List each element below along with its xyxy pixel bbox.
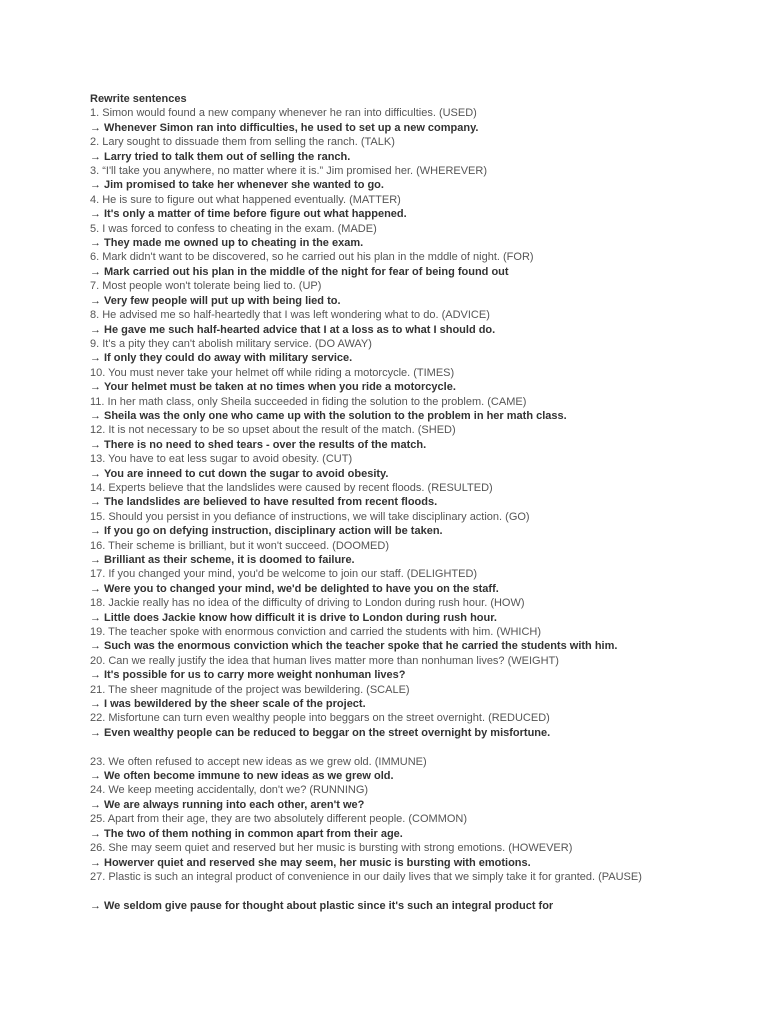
arrow-icon: → [90,179,101,192]
arrow-icon: → [90,467,101,480]
answer-sentence: I was bewildered by the sheer scale of the project. [104,698,366,711]
answer-sentence: You are inneed to cut down the sugar to avoid obesity. [104,467,389,480]
answer-sentence: Were you to changed your mind, we'd be delighted to have you on the staff. [104,582,499,595]
arrow-icon: → [90,496,101,509]
question-text: 15. Should you persist in you defiance of instructions, we will take disciplinary action. (GO) [90,510,530,523]
arrow-icon: → [90,726,101,739]
list-item [90,164,750,193]
list-item [90,654,750,683]
arrow-icon: → [90,582,101,595]
question-text: 17. If you changed your mind, you'd be welcome to join our staff. (DELIGHTED) [90,568,478,581]
answer-text [90,178,750,192]
arrow-icon: → [90,208,101,221]
answer-text [90,236,750,250]
list-item [90,755,750,784]
answer-sentence: Your helmet must be taken at no times when you ride a motorcycle. [104,381,456,394]
arrow-icon: → [90,409,101,422]
list-item [90,683,750,712]
list-item [90,870,750,913]
answer-sentence: Whenever Simon ran into difficulties, he used to set up a new company. [104,121,479,134]
answer-sentence: Very few people will put up with being lied to. [104,294,341,307]
list-item [90,783,750,812]
page-title: Rewrite sentences [90,93,187,105]
arrow-icon: → [90,294,101,307]
question-text: 8. He advised me so half-heartedly that I was left wondering what to do. (ADVICE) [90,309,490,322]
list-item [90,841,750,870]
question-text: 9. It's a pity they can't abolish military service. (DO AWAY) [90,337,372,350]
question-text: 27. Plastic is such an integral product of convenience in our daily lives that we simply take it for granted. (PAUSE) [90,870,642,883]
answer-text [90,769,750,783]
arrow-icon: → [90,899,101,912]
question-text: 2. Lary sought to dissuade them from selling the ranch. (TALK) [90,136,395,149]
arrow-icon: → [90,121,101,134]
list-item [90,193,750,222]
arrow-icon: → [90,640,101,653]
answer-sentence: They made me owned up to cheating in the exam. [104,237,364,250]
question-text: 10. You must never take your helmet off while riding a motorcycle. (TIMES) [90,366,455,379]
answer-text [90,611,750,625]
document-page [90,92,750,913]
answer-sentence: The landslides are believed to have resulted from recent floods. [104,496,438,509]
answer-sentence: He gave me such half-hearted advice that I at a loss as to what I should do. [104,323,496,336]
answer-text [90,409,750,423]
question-text: 6. Mark didn't want to be discovered, so he carried out his plan in the mddle of night. (FOR) [90,251,534,264]
arrow-icon: → [90,554,101,566]
question-text: 5. I was forced to confess to cheating in the exam. (MADE) [90,222,377,235]
question-text: 20. Can we really justify the idea that human lives matter more than nonhuman lives? (WEIGHT) [90,654,559,667]
answer-sentence: Sheila was the only one who came up with the solution to the problem in her math class. [104,409,567,422]
answer-text [90,438,750,452]
list-item [90,308,750,337]
question-text: 25. Apart from their age, they are two absolutely different people. (COMMON) [90,813,468,826]
answer-text [90,827,750,841]
answer-text [90,495,750,509]
answer-text [90,121,750,135]
arrow-icon: → [90,856,101,869]
answer-text [90,207,750,221]
answer-text [90,380,750,394]
list-item [90,481,750,510]
question-text: 7. Most people won't tolerate being lied to. (UP) [90,280,322,293]
answer-text [90,582,750,596]
arrow-icon: → [90,770,101,783]
list-item [90,106,750,135]
answer-sentence: It's only a matter of time before figure out what happened. [104,208,407,221]
answer-text [90,467,750,481]
answer-sentence: There is no need to shed tears - over the results of the match. [104,438,427,451]
answer-sentence: If you go on defying instruction, disciplinary action will be taken. [104,525,443,538]
question-text: 11. In her math class, only Sheila succeeded in fiding the solution to the problem. (CAME) [90,395,527,408]
list-item [90,625,750,654]
answer-text [90,639,750,653]
question-text: 21. The sheer magnitude of the project was bewildering. (SCALE) [90,683,410,696]
answer-text [90,668,750,682]
answer-sentence: We seldom give pause for thought about plastic since it's such an integral product for [104,899,554,912]
list-item [90,510,750,539]
answer-text [90,899,750,913]
list-item [90,337,750,366]
answer-text [90,856,750,870]
arrow-icon: → [90,381,101,394]
list-item [90,423,750,452]
question-text: 22. Misfortune can turn even wealthy people into beggars on the street overnight. (REDUCED) [90,712,550,725]
list-item [90,596,750,625]
answer-sentence: If only they could do away with military service. [104,352,353,365]
answer-sentence: Mark carried out his plan in the middle of the night for fear of being found out [104,265,509,278]
answer-sentence: Jim promised to take her whenever she wanted to go. [104,179,384,192]
question-text: 4. He is sure to figure out what happened eventually. (MATTER) [90,193,401,206]
answer-sentence: Brilliant as their scheme, it is doomed to failure. [104,554,355,566]
spacer [90,740,750,754]
list-item [90,135,750,164]
list-item [90,539,750,568]
list-item [90,279,750,308]
question-text: 12. It is not necessary to be so upset about the result of the match. (SHED) [90,424,456,437]
question-text: 14. Experts believe that the landslides were caused by recent floods. (RESULTED) [90,481,493,494]
answer-sentence: Even wealthy people can be reduced to beggar on the street overnight by misfortune. [104,726,551,739]
question-text: 18. Jackie really has no idea of the difficulty of driving to London during rush hour. (HOW) [90,597,525,610]
arrow-icon: → [90,237,101,250]
question-text: 19. The teacher spoke with enormous conviction and carried the students with him. (WHICH) [90,626,541,639]
question-text: 16. Their scheme is brilliant, but it won't succeed. (DOOMED) [90,539,390,552]
answer-sentence: We are always running into each other, aren't we? [104,798,365,811]
answer-text [90,351,750,365]
list-item [90,222,750,251]
arrow-icon: → [90,698,101,711]
answer-text [90,294,750,308]
answer-text [90,323,750,337]
list-item [90,567,750,596]
list-item [90,812,750,841]
answer-text [90,726,750,740]
answer-sentence: The two of them nothing in common apart from their age. [104,827,403,840]
answer-sentence: Such was the enormous conviction which the teacher spoke that he carried the students with him. [104,640,618,653]
arrow-icon: → [90,265,101,278]
question-text: 13. You have to eat less sugar to avoid obesity. (CUT) [90,453,353,466]
arrow-icon: → [90,150,101,163]
answer-sentence: We often become immune to new ideas as we grew old. [104,770,394,783]
arrow-icon: → [90,323,101,336]
answer-text [90,553,750,567]
arrow-icon: → [90,438,101,451]
answer-sentence: Howerver quiet and reserved she may seem, her music is bursting with emotions. [104,856,531,869]
list-item [90,452,750,481]
list-item [90,711,750,740]
answer-text [90,697,750,711]
arrow-icon: → [90,525,101,538]
list-item [90,250,750,279]
question-text: 23. We often refused to accept new ideas as we grew old. (IMMUNE) [90,755,427,768]
question-text: 26. She may seem quiet and reserved but her music is bursting with strong emotions. (HOWEVER) [90,842,573,855]
question-text: 24. We keep meeting accidentally, don't we? (RUNNING) [90,784,369,797]
arrow-icon: → [90,611,101,624]
arrow-icon: → [90,669,101,682]
answer-sentence: Larry tried to talk them out of selling the ranch. [104,150,351,163]
arrow-icon: → [90,798,101,811]
answer-text [90,524,750,538]
answer-sentence: It's possible for us to carry more weight nonhuman lives? [104,669,406,682]
spacer [90,884,750,898]
answer-text [90,265,750,279]
answer-text [90,798,750,812]
answer-text [90,150,750,164]
list-item [90,366,750,395]
question-text: 3. “I'll take you anywhere, no matter where it is.” Jim promised her. (WHEREVER) [90,165,488,178]
answer-sentence: Little does Jackie know how difficult it is drive to London during rush hour. [104,611,497,624]
arrow-icon: → [90,827,101,840]
list-item [90,395,750,424]
question-text: 1. Simon would found a new company whenever he ran into difficulties. (USED) [90,107,477,120]
arrow-icon: → [90,352,101,365]
